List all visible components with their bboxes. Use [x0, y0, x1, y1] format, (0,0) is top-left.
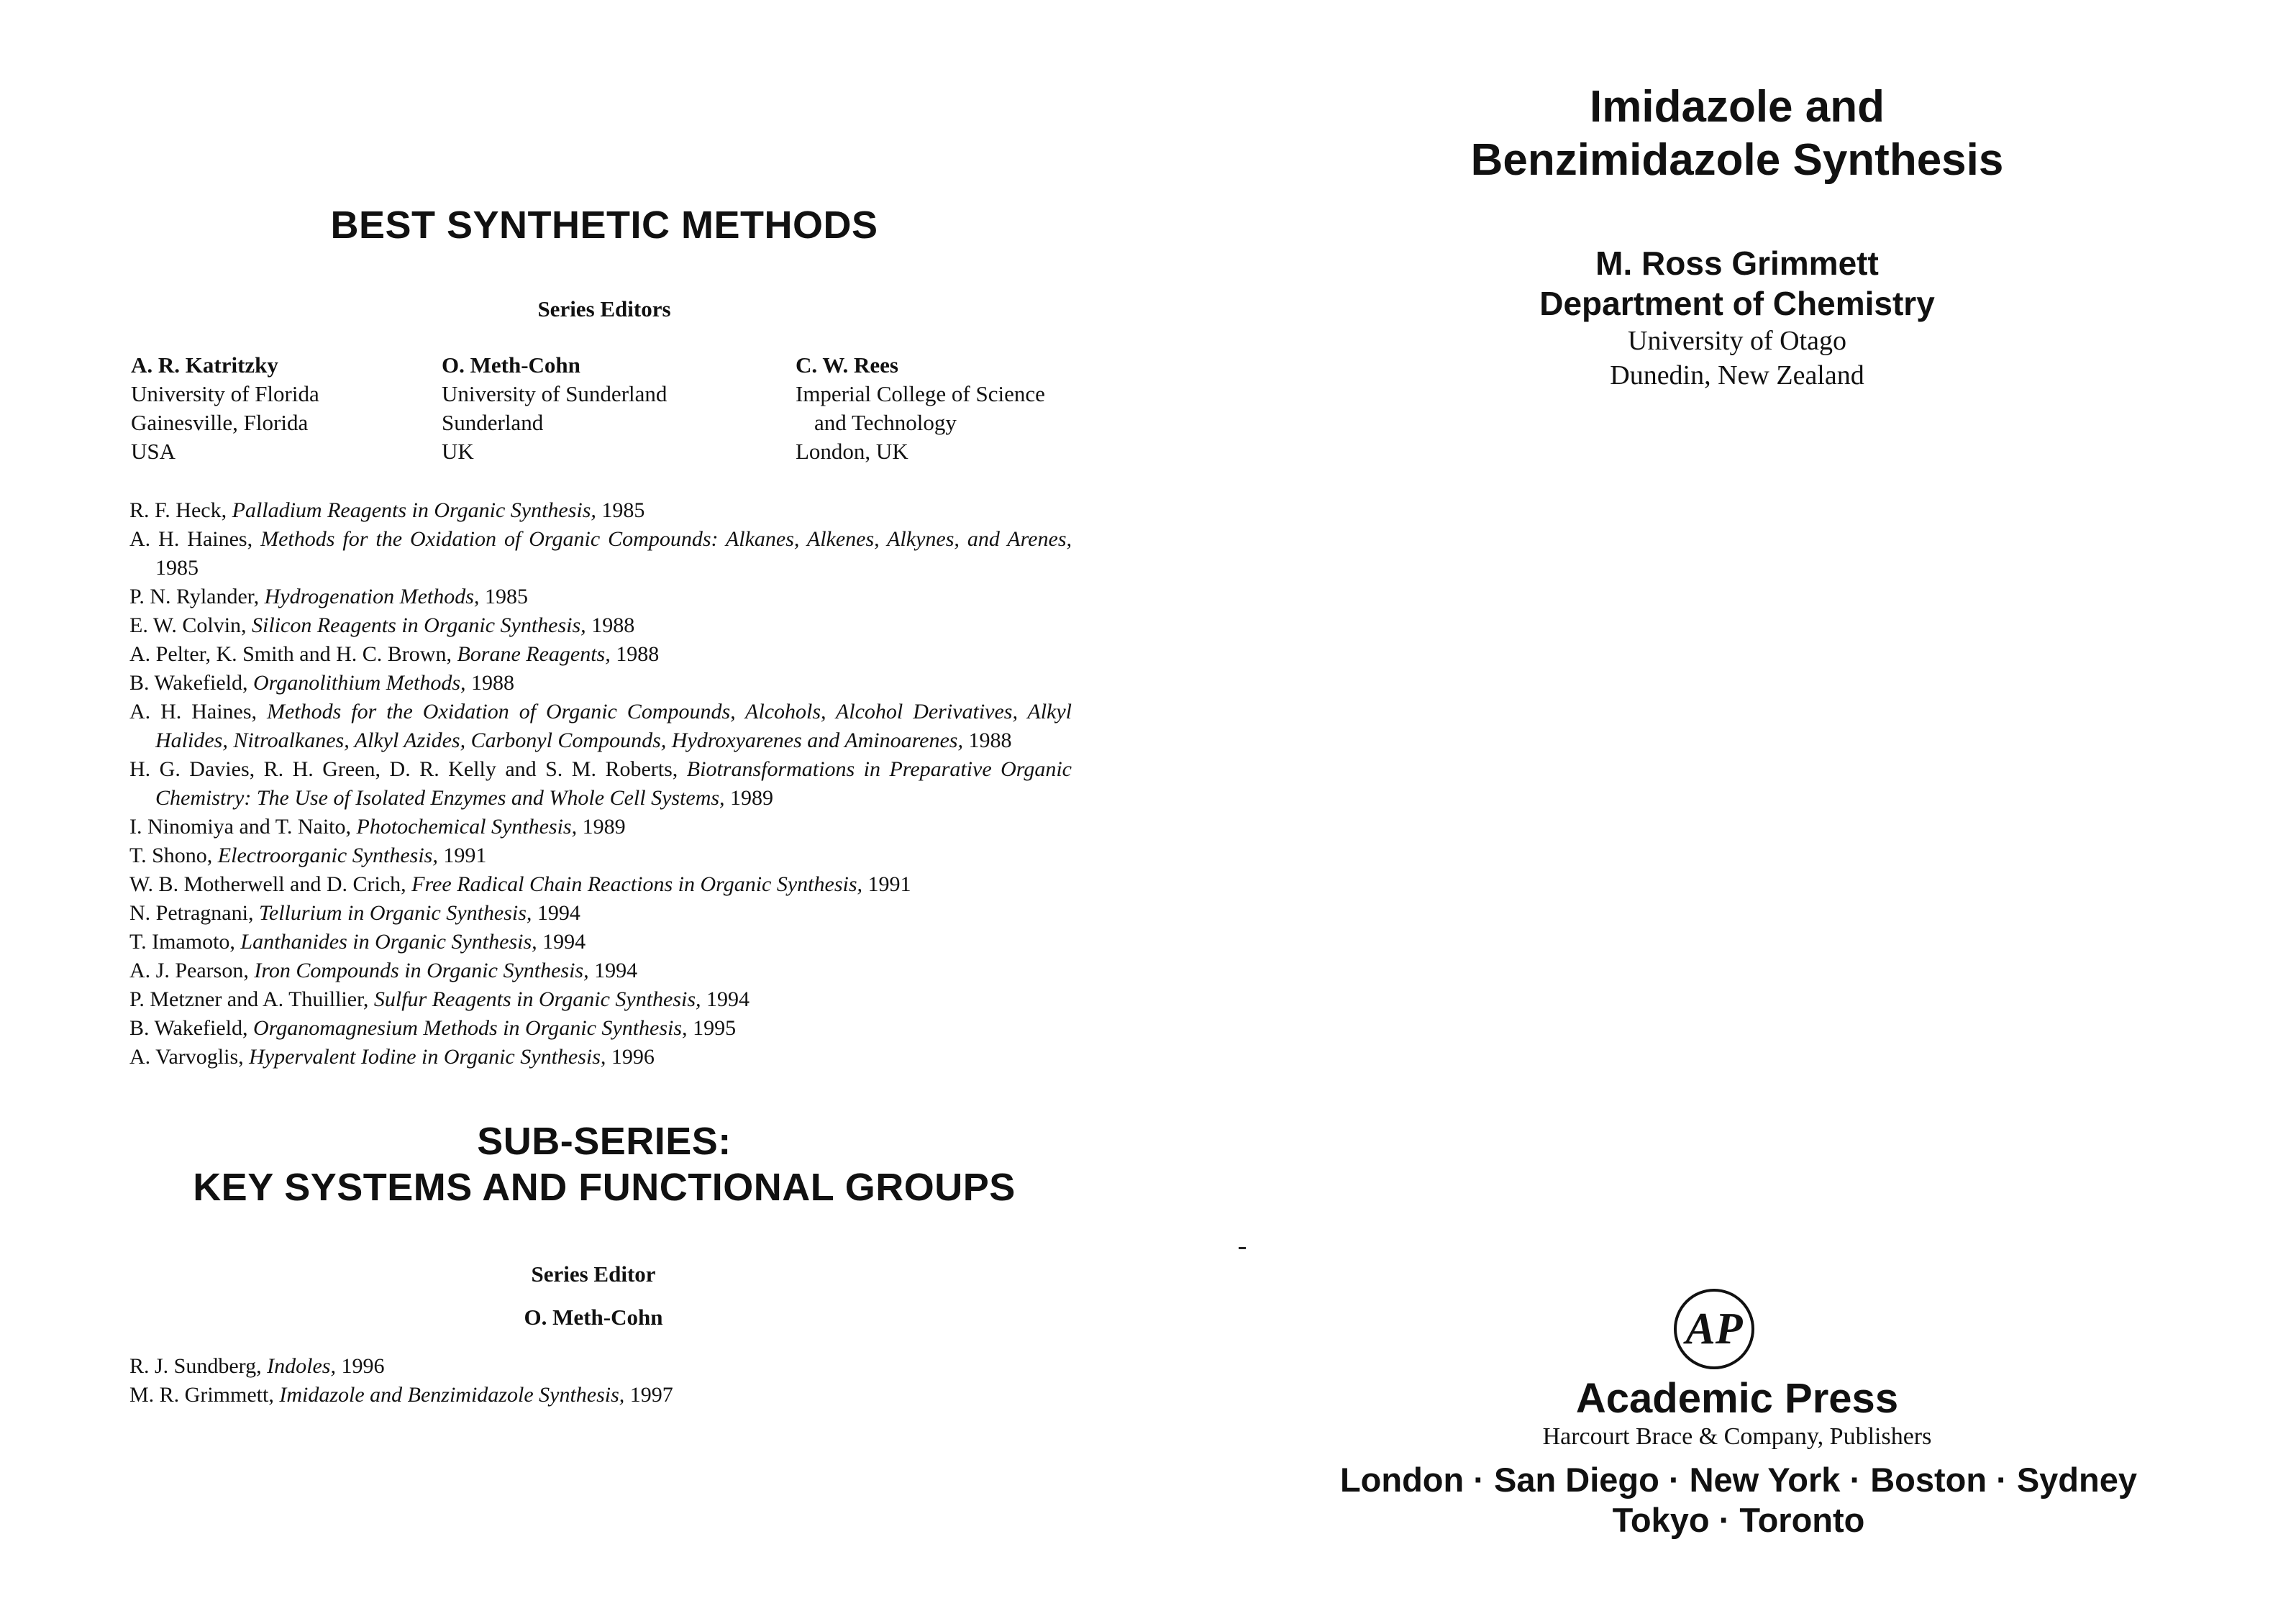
editor-affiliation: Gainesville, Florida — [131, 410, 309, 435]
reference-item — [129, 525, 1072, 583]
cities-line: London · San Diego · New York · Boston · Sydney — [1339, 1461, 2138, 1499]
reference-year: 1997 — [629, 1383, 673, 1407]
author-name: M. Ross Grimmett — [1595, 245, 1879, 282]
reference-item — [129, 899, 1072, 928]
editor-meth-cohn — [442, 351, 787, 466]
reference-authors: N. Petragnani, — [129, 901, 254, 925]
reference-item — [129, 1381, 1072, 1410]
reference-item — [129, 698, 1072, 755]
reference-authors: B. Wakefield, — [129, 1016, 248, 1040]
reference-year: 1985 — [155, 556, 199, 580]
editor-affiliation: USA — [131, 439, 176, 464]
reference-item — [129, 611, 1072, 640]
reference-authors: H. G. Davies, R. H. Green, D. R. Kelly and S. M. Roberts, — [129, 757, 678, 781]
sub-series-reference-list — [129, 1352, 1072, 1410]
reference-title: Free Radical Chain Reactions in Organic Synthesis, — [411, 872, 863, 896]
editor-affiliation: London, UK — [796, 439, 908, 464]
reference-item — [129, 1352, 1072, 1381]
reference-year: 1991 — [867, 872, 911, 896]
sub-series-title: SUB-SERIES: — [477, 1120, 732, 1163]
reference-year: 1988 — [616, 642, 660, 666]
reference-year: 1991 — [443, 844, 487, 867]
reference-item — [129, 841, 1072, 870]
reference-year: 1988 — [968, 729, 1012, 752]
reference-item — [129, 870, 1072, 899]
reference-year: 1985 — [601, 498, 645, 522]
editor-affiliation: University of Florida — [131, 381, 319, 406]
reference-item — [129, 956, 1072, 985]
reference-item — [129, 1014, 1072, 1043]
reference-year: 1989 — [730, 786, 774, 810]
reference-title: Hydrogenation Methods, — [264, 585, 480, 608]
reference-title: Lanthanides in Organic Synthesis, — [240, 930, 537, 954]
book-title — [1237, 81, 2237, 187]
sub-series-editor-label: Series Editor — [531, 1261, 656, 1287]
editor-affiliation: UK — [442, 439, 474, 464]
reference-authors: P. Metzner and A. Thuillier, — [129, 987, 369, 1011]
sub-series-editor-name: O. Meth-Cohn — [524, 1305, 663, 1330]
author-location: Dunedin, New Zealand — [1610, 360, 1864, 391]
reference-year: 1988 — [591, 613, 635, 637]
publisher-name: Academic Press — [1575, 1375, 1899, 1422]
reference-authors: W. B. Motherwell and D. Crich, — [129, 872, 406, 896]
reference-authors: I. Ninomiya and T. Naito, — [129, 815, 351, 839]
reference-authors: A. H. Haines, — [129, 527, 253, 551]
reference-item — [129, 985, 1072, 1014]
reference-title: Organolithium Methods, — [253, 671, 466, 695]
reference-authors: M. R. Grimmett, — [129, 1383, 274, 1407]
ap-logo-icon — [1677, 1292, 1751, 1366]
reference-title: Sulfur Reagents in Organic Synthesis, — [373, 987, 701, 1011]
reference-title: Photochemical Synthesis, — [356, 815, 578, 839]
reference-item — [129, 496, 1072, 525]
reference-authors: R. J. Sundberg, — [129, 1354, 262, 1378]
series-title: BEST SYNTHETIC METHODS — [330, 204, 878, 247]
reference-year: 1989 — [582, 815, 626, 839]
reference-title: Methods for the Oxidation of Organic Compounds, Alcohols, Alcohol Derivatives, Alkyl Halides, Nitroalkanes, Alkyl Azides, Carbonyl Compounds, Hydroxyarenes and Aminoarenes, — [155, 700, 1072, 752]
reference-year: 1985 — [484, 585, 528, 608]
reference-year: 1994 — [537, 901, 580, 925]
reference-authors: E. W. Colvin, — [129, 613, 247, 637]
reference-title: Biotransformations in Preparative Organic Chemistry: The Use of Isolated Enzymes and Whole Cell Systems, — [155, 757, 1072, 810]
book-title-line: Benzimidazole Synthesis — [1470, 135, 2004, 185]
book-title-line: Imidazole and — [1590, 82, 1885, 132]
reference-item — [129, 640, 1072, 669]
sub-series-subtitle: KEY SYSTEMS AND FUNCTIONAL GROUPS — [193, 1166, 1016, 1209]
reference-authors: A. H. Haines, — [129, 700, 258, 723]
reference-item — [129, 669, 1072, 698]
reference-authors: R. F. Heck, — [129, 498, 227, 522]
editor-katritzky — [131, 351, 476, 466]
reference-year: 1994 — [594, 959, 638, 982]
reference-year: 1995 — [693, 1016, 737, 1040]
reference-year: 1988 — [471, 671, 515, 695]
reference-item — [129, 755, 1072, 813]
academic-press-logo — [1674, 1289, 1754, 1369]
editor-affiliation: and Technology — [814, 410, 957, 435]
cities-line: Tokyo · Toronto — [1612, 1501, 1865, 1539]
editor-affiliation: Imperial College of Science — [796, 381, 1045, 406]
logo-letters: AP — [1685, 1305, 1743, 1353]
reference-title: Tellurium in Organic Synthesis, — [258, 901, 532, 925]
author-block — [1237, 243, 2237, 393]
reference-year: 1996 — [611, 1045, 655, 1069]
reference-authors: P. N. Rylander, — [129, 585, 260, 608]
reference-year: 1994 — [542, 930, 586, 954]
reference-title: Borane Reagents, — [457, 642, 611, 666]
reference-list — [129, 496, 1072, 1072]
reference-item — [129, 928, 1072, 956]
reference-title: Organomagnesium Methods in Organic Synthesis, — [253, 1016, 688, 1040]
reference-title: Imidazole and Benzimidazole Synthesis, — [279, 1383, 625, 1407]
scan-mark — [1239, 1247, 1246, 1249]
reference-authors: T. Imamoto, — [129, 930, 235, 954]
editor-name: A. R. Katritzky — [131, 352, 278, 378]
reference-authors: B. Wakefield, — [129, 671, 248, 695]
editor-name: O. Meth-Cohn — [442, 352, 580, 378]
editor-rees — [796, 351, 1141, 466]
reference-authors: A. Varvoglis, — [129, 1045, 244, 1069]
series-editors-label: Series Editors — [537, 296, 671, 321]
reference-title: Indoles, — [267, 1354, 336, 1378]
author-university: University of Otago — [1628, 326, 1846, 356]
reference-authors: A. Pelter, K. Smith and H. C. Brown, — [129, 642, 452, 666]
author-department: Department of Chemistry — [1539, 285, 1935, 322]
reference-title: Iron Compounds in Organic Synthesis, — [254, 959, 589, 982]
publisher-subtitle: Harcourt Brace & Company, Publishers — [1542, 1423, 1932, 1450]
reference-title: Electroorganic Synthesis, — [217, 844, 438, 867]
reference-title: Palladium Reagents in Organic Synthesis, — [232, 498, 596, 522]
editor-name: C. W. Rees — [796, 352, 898, 378]
publisher-cities — [1231, 1460, 2246, 1540]
reference-year: 1994 — [706, 987, 750, 1011]
editor-affiliation: University of Sunderland — [442, 381, 668, 406]
reference-year: 1996 — [341, 1354, 385, 1378]
reference-authors: T. Shono, — [129, 844, 213, 867]
reference-authors: A. J. Pearson, — [129, 959, 249, 982]
editor-affiliation: Sunderland — [442, 410, 544, 435]
reference-title: Hypervalent Iodine in Organic Synthesis, — [249, 1045, 606, 1069]
reference-item — [129, 583, 1072, 611]
reference-item — [129, 1043, 1072, 1072]
reference-title: Methods for the Oxidation of Organic Compounds: Alkanes, Alkenes, Alkynes, and Arenes, — [260, 527, 1072, 551]
reference-title: Silicon Reagents in Organic Synthesis, — [252, 613, 586, 637]
reference-item — [129, 813, 1072, 841]
